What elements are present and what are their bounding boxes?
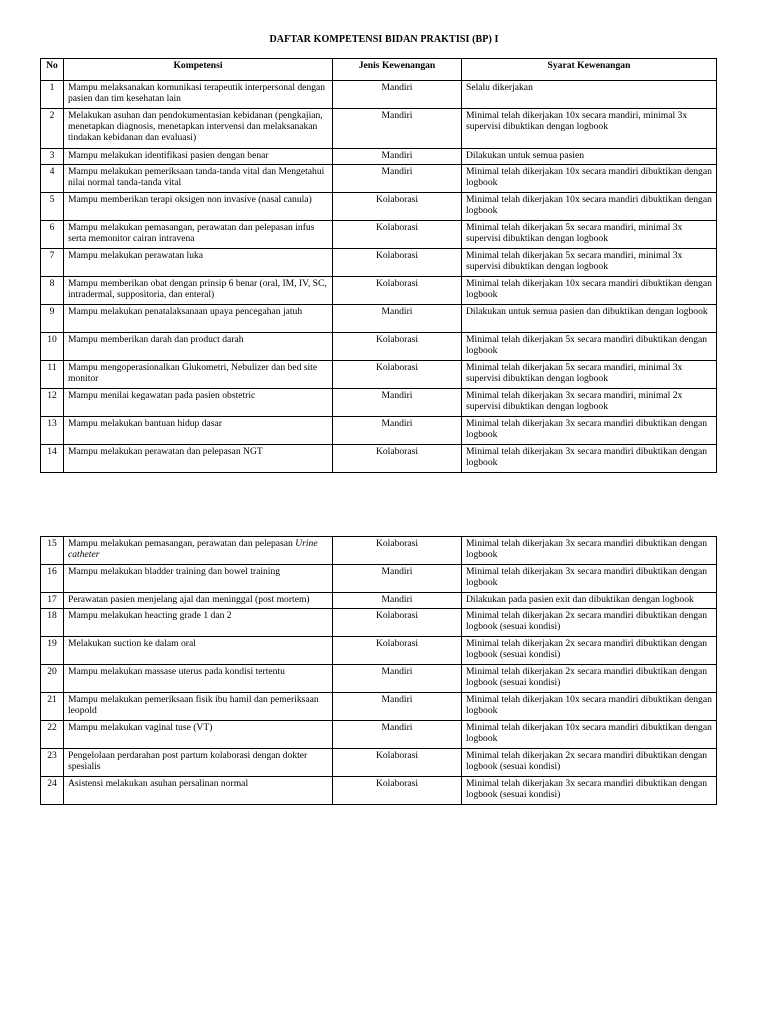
row-kompetensi: Mampu melakukan vaginal tuse (VT)	[64, 721, 333, 749]
row-number: 14	[41, 445, 64, 473]
row-kompetensi: Mampu melakukan identifikasi pasien dengan benar	[64, 149, 333, 165]
header-syarat-kewenangan: Syarat Kewenangan	[462, 59, 717, 81]
competency-table-part-1	[40, 58, 717, 473]
row-syarat-kewenangan: Minimal telah dikerjakan 5x secara mandiri, minimal 3x supervisi dibuktikan dengan logbook	[462, 361, 717, 389]
row-syarat-kewenangan: Dilakukan pada pasien exit dan dibuktikan dengan logbook	[462, 593, 717, 609]
row-jenis-kewenangan: Kolaborasi	[333, 249, 462, 277]
row-number: 20	[41, 665, 64, 693]
row-jenis-kewenangan: Mandiri	[333, 109, 462, 149]
row-syarat-kewenangan: Minimal telah dikerjakan 10x secara mandiri dibuktikan dengan logbook	[462, 721, 717, 749]
row-kompetensi: Asistensi melakukan asuhan persalinan normal	[64, 777, 333, 805]
table-row	[41, 109, 717, 149]
table-row	[41, 565, 717, 593]
row-jenis-kewenangan: Kolaborasi	[333, 193, 462, 221]
row-number: 6	[41, 221, 64, 249]
row-kompetensi: Mampu memberikan obat dengan prinsip 6 benar (oral, IM, IV, SC, intradermal, suppositoria, dan enteral)	[64, 277, 333, 305]
row-kompetensi: Mampu melakukan bladder training dan bowel training	[64, 565, 333, 593]
row-jenis-kewenangan: Mandiri	[333, 593, 462, 609]
header-jenis-kewenangan: Jenis Kewenangan	[333, 59, 462, 81]
row-jenis-kewenangan: Mandiri	[333, 305, 462, 333]
row-kompetensi: Mampu melakukan penatalaksanaan upaya pencegahan jatuh	[64, 305, 333, 333]
row-number: 1	[41, 81, 64, 109]
row-jenis-kewenangan: Kolaborasi	[333, 221, 462, 249]
row-number: 13	[41, 417, 64, 445]
row-number: 11	[41, 361, 64, 389]
header-kompetensi: Kompetensi	[64, 59, 333, 81]
competency-table-part-2	[40, 536, 717, 805]
row-number: 23	[41, 749, 64, 777]
table-row	[41, 221, 717, 249]
row-number: 18	[41, 609, 64, 637]
row-kompetensi: Melakukan suction ke dalam oral	[64, 637, 333, 665]
row-kompetensi: Mampu melakukan pemeriksaan fisik ibu hamil dan pemeriksaan leopold	[64, 693, 333, 721]
table-header-row	[41, 59, 717, 81]
table-row	[41, 389, 717, 417]
table-row	[41, 777, 717, 805]
table-row	[41, 637, 717, 665]
row-syarat-kewenangan: Minimal telah dikerjakan 3x secara mandiri dibuktikan dengan logbook (sesuai kondisi)	[462, 777, 717, 805]
row-jenis-kewenangan: Mandiri	[333, 165, 462, 193]
row-kompetensi: Mampu melaksanakan komunikasi terapeutik interpersonal dengan pasien dan tim kesehatan lain	[64, 81, 333, 109]
row-jenis-kewenangan: Mandiri	[333, 565, 462, 593]
row-kompetensi: Melakukan asuhan dan pendokumentasian kebidanan (pengkajian, menetapkan diagnosis, menetapkan intervensi dan melaksanakan tindakan kebidanan dan evaluasi)	[64, 109, 333, 149]
row-jenis-kewenangan: Mandiri	[333, 693, 462, 721]
row-syarat-kewenangan: Minimal telah dikerjakan 5x secara mandiri, minimal 3x supervisi dibuktikan dengan logbook	[462, 221, 717, 249]
table-row	[41, 537, 717, 565]
table-row	[41, 193, 717, 221]
row-number: 19	[41, 637, 64, 665]
row-syarat-kewenangan: Minimal telah dikerjakan 10x secara mandiri dibuktikan dengan logbook	[462, 165, 717, 193]
row-kompetensi: Mampu melakukan pemasangan, perawatan dan pelepasan infus serta memonitor cairan intravena	[64, 221, 333, 249]
table-row	[41, 749, 717, 777]
header-no: No	[41, 59, 64, 81]
row-kompetensi: Mampu memberikan darah dan product darah	[64, 333, 333, 361]
row-syarat-kewenangan: Minimal telah dikerjakan 2x secara mandiri dibuktikan dengan logbook (sesuai kondisi)	[462, 637, 717, 665]
row-syarat-kewenangan: Minimal telah dikerjakan 3x secara mandiri dibuktikan dengan logbook	[462, 417, 717, 445]
row-syarat-kewenangan: Minimal telah dikerjakan 2x secara mandiri dibuktikan dengan logbook (sesuai kondisi)	[462, 609, 717, 637]
row-jenis-kewenangan: Kolaborasi	[333, 749, 462, 777]
table-row	[41, 361, 717, 389]
row-number: 22	[41, 721, 64, 749]
row-number: 15	[41, 537, 64, 565]
row-jenis-kewenangan: Mandiri	[333, 81, 462, 109]
row-kompetensi: Mampu memberikan terapi oksigen non invasive (nasal canula)	[64, 193, 333, 221]
table-row	[41, 417, 717, 445]
table-row	[41, 277, 717, 305]
row-syarat-kewenangan: Minimal telah dikerjakan 2x secara mandiri dibuktikan dengan logbook (sesuai kondisi)	[462, 665, 717, 693]
table-row	[41, 609, 717, 637]
row-syarat-kewenangan: Minimal telah dikerjakan 3x secara mandiri, minimal 2x supervisi dibuktikan dengan logbook	[462, 389, 717, 417]
row-kompetensi: Mampu melakukan heacting grade 1 dan 2	[64, 609, 333, 637]
row-number: 10	[41, 333, 64, 361]
row-jenis-kewenangan: Kolaborasi	[333, 361, 462, 389]
row-kompetensi: Mampu melakukan pemeriksaan tanda-tanda vital dan Mengetahui nilai normal tanda-tanda vital	[64, 165, 333, 193]
row-kompetensi: Mampu melakukan massase uterus pada kondisi tertentu	[64, 665, 333, 693]
table-row	[41, 81, 717, 109]
row-syarat-kewenangan: Minimal telah dikerjakan 2x secara mandiri dibuktikan dengan logbook (sesuai kondisi)	[462, 749, 717, 777]
row-kompetensi: Mampu melakukan perawatan luka	[64, 249, 333, 277]
row-number: 16	[41, 565, 64, 593]
table-row	[41, 693, 717, 721]
row-kompetensi: Mampu mengoperasionalkan Glukometri, Nebulizer dan bed site monitor	[64, 361, 333, 389]
row-number: 24	[41, 777, 64, 805]
row-syarat-kewenangan: Minimal telah dikerjakan 3x secara mandiri dibuktikan dengan logbook	[462, 565, 717, 593]
row-kompetensi: Mampu melakukan perawatan dan pelepasan NGT	[64, 445, 333, 473]
row-number: 7	[41, 249, 64, 277]
row-syarat-kewenangan: Minimal telah dikerjakan 10x secara mandiri dibuktikan dengan logbook	[462, 693, 717, 721]
row-kompetensi	[64, 537, 333, 565]
row-number: 21	[41, 693, 64, 721]
row-jenis-kewenangan: Kolaborasi	[333, 333, 462, 361]
kompetensi-italic-term: Urine catheter	[68, 538, 318, 561]
table-row	[41, 665, 717, 693]
row-number: 4	[41, 165, 64, 193]
row-syarat-kewenangan: Minimal telah dikerjakan 5x secara mandiri dibuktikan dengan logbook	[462, 333, 717, 361]
row-jenis-kewenangan: Mandiri	[333, 417, 462, 445]
table-row	[41, 721, 717, 749]
row-number: 3	[41, 149, 64, 165]
row-jenis-kewenangan: Kolaborasi	[333, 537, 462, 565]
row-jenis-kewenangan: Kolaborasi	[333, 777, 462, 805]
row-kompetensi: Mampu melakukan bantuan hidup dasar	[64, 417, 333, 445]
row-jenis-kewenangan: Mandiri	[333, 389, 462, 417]
row-syarat-kewenangan: Minimal telah dikerjakan 10x secara mandiri dibuktikan dengan logbook	[462, 277, 717, 305]
table-row	[41, 305, 717, 333]
row-syarat-kewenangan: Minimal telah dikerjakan 10x secara mandiri, minimal 3x supervisi dibuktikan dengan logbook	[462, 109, 717, 149]
row-syarat-kewenangan: Minimal telah dikerjakan 3x secara mandiri dibuktikan dengan logbook	[462, 537, 717, 565]
row-jenis-kewenangan: Mandiri	[333, 149, 462, 165]
row-jenis-kewenangan: Kolaborasi	[333, 277, 462, 305]
row-jenis-kewenangan: Mandiri	[333, 665, 462, 693]
kompetensi-text: Mampu melakukan pemasangan, perawatan dan pelepasan	[68, 538, 296, 549]
row-syarat-kewenangan: Dilakukan untuk semua pasien	[462, 149, 717, 165]
row-number: 5	[41, 193, 64, 221]
table-row	[41, 445, 717, 473]
table-row	[41, 165, 717, 193]
row-number: 8	[41, 277, 64, 305]
row-syarat-kewenangan: Minimal telah dikerjakan 3x secara mandiri dibuktikan dengan logbook	[462, 445, 717, 473]
row-number: 17	[41, 593, 64, 609]
row-number: 2	[41, 109, 64, 149]
row-syarat-kewenangan: Dilakukan untuk semua pasien dan dibuktikan dengan logbook	[462, 305, 717, 333]
row-kompetensi: Perawatan pasien menjelang ajal dan meninggal (post mortem)	[64, 593, 333, 609]
row-jenis-kewenangan: Kolaborasi	[333, 445, 462, 473]
row-syarat-kewenangan: Minimal telah dikerjakan 10x secara mandiri dibuktikan dengan logbook	[462, 193, 717, 221]
row-jenis-kewenangan: Mandiri	[333, 721, 462, 749]
row-number: 12	[41, 389, 64, 417]
table-row	[41, 149, 717, 165]
table-row	[41, 249, 717, 277]
row-syarat-kewenangan: Selalu dikerjakan	[462, 81, 717, 109]
row-kompetensi: Pengelolaan perdarahan post partum kolaborasi dengan dokter spesialis	[64, 749, 333, 777]
row-jenis-kewenangan: Kolaborasi	[333, 609, 462, 637]
document-title: DAFTAR KOMPETENSI BIDAN PRAKTISI (BP) I	[269, 34, 499, 45]
row-jenis-kewenangan: Kolaborasi	[333, 637, 462, 665]
table-row	[41, 333, 717, 361]
row-syarat-kewenangan: Minimal telah dikerjakan 5x secara mandiri, minimal 3x supervisi dibuktikan dengan logbook	[462, 249, 717, 277]
row-number: 9	[41, 305, 64, 333]
table-row	[41, 593, 717, 609]
row-kompetensi: Mampu menilai kegawatan pada pasien obstetric	[64, 389, 333, 417]
